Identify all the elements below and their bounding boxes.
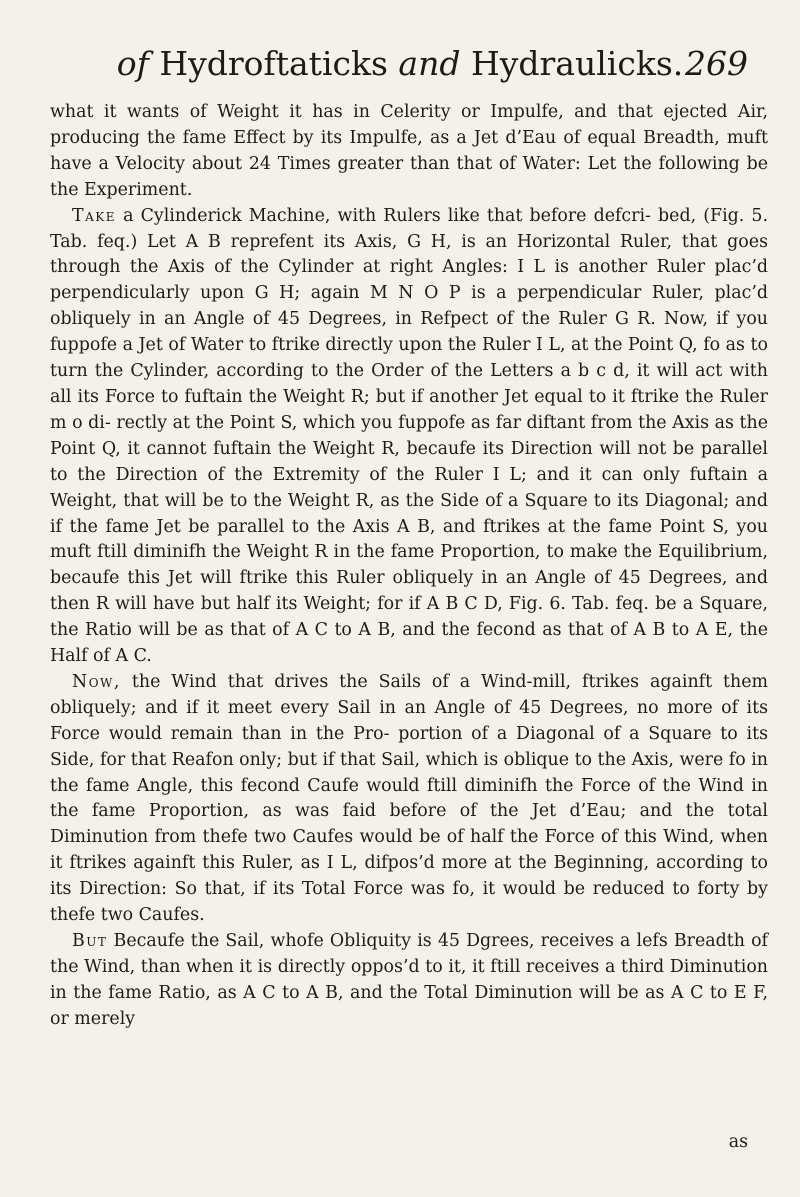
- page-number: 269: [685, 44, 748, 83]
- paragraph-4: [50, 929, 768, 1033]
- running-title: [0, 42, 800, 86]
- paragraph-text: a Cylinderick Machine, with Rulers like that before defcri- bed, (Fig. 5. Tab. feq.) Let A B reprefent its Axis, G H, is an Horizontal Ruler, that goes through the Axis of the Cylinder at right Angles: I L is another Ruler plac’d perpendicularly upon G H; again M N O P is a perpendicular Ruler, plac’d obliquely in an Angle of 45 Degrees, in Refpect of the Ruler G R. Now, if you fuppofe a Jet of Water to ftrike directly upon the Ruler I L, at the Point Q, fo as to turn the Cylinder, according to the Order of the Letters a b c d, it will act with all its Force to fuftain the Weight R; but if another Jet equal to it ftrike the Ruler m o di- rectly at the Point S, which you fuppofe as far diftant from the Axis as the Point Q, it cannot fuftain the Weight R, becaufe its Direction will not be parallel to the Direction of the Extremity of the Ruler I L; and it can only fuftain a Weight, that will be to the Weight R, as the Side of a Square to its Diagonal; and if the fame Jet be parallel to the Axis A B, and ftrikes at the fame Point S, you muft ftill diminifh the Weight R in the fame Proportion, to make the Equilibrium, becaufe this Jet will ftrike this Ruler obliquely in an Angle of 45 Degrees, and then R will have but half its Weight; for if A B C D, Fig. 6. Tab. feq. be a Square, the Ratio will be as that of A C to A B, and the fecond as that of A B to A E, the Half of A C.: [50, 205, 769, 667]
- paragraph-text: what it wants of Weight it has in Celerity or Impulfe, and that ejected Air, producing the fame Effect by its Impulfe, as a Jet d’Eau of equal Breadth, muft have a Velocity about 24 Times greater than that of Water: Let the following be the Experiment.: [50, 102, 768, 200]
- body-text: [50, 100, 768, 1033]
- paragraph-1: [50, 100, 768, 204]
- paragraph-lead: Take: [72, 205, 116, 226]
- running-header: [0, 42, 800, 92]
- paragraph-text: Becaufe the Sail, whofe Obliquity is 45 Dgrees, receives a lefs Breadth of the Wind, than when it is directly oppos’d to it, it ftill receives a third Diminution in the fame Ratio, as A C to A B, and the Total Diminution will be as A C to E F, or merely: [50, 931, 768, 1029]
- title-hydraulicks: Hydraulicks.: [470, 44, 684, 83]
- paragraph-lead: But: [72, 931, 108, 951]
- paragraph-2: [50, 204, 768, 670]
- paragraph-3: [50, 670, 768, 929]
- title-of: of: [116, 44, 149, 83]
- title-and: and: [398, 44, 461, 83]
- title-hydrostaticks: Hydroftaticks: [159, 44, 388, 83]
- paragraph-lead: Now,: [72, 671, 121, 692]
- paragraph-text: the Wind that drives the Sails of a Wind-mill, ftrikes againft them obliquely; and if it meet every Sail in an Angle of 45 Degrees, no more of its Force would remain than in the Pro- portion of a Diagonal of a Square to its Side, for that Reafon only; but if that Sail, which is oblique to the Axis, were fo in the fame Angle, this fecond Caufe would ftill diminifh the Force of the Wind in the fame Proportion, as was faid before of the Jet d’Eau; and the total Diminution from thefe two Caufes would be of half the Force of this Wind, when it ftrikes againft this Ruler, as I L, difpos’d more at the Beginning, according to its Direction: So that, if its Total Force was fo, it would be reduced to forty by thefe two Caufes.: [50, 671, 769, 926]
- catchword: as: [728, 1132, 748, 1152]
